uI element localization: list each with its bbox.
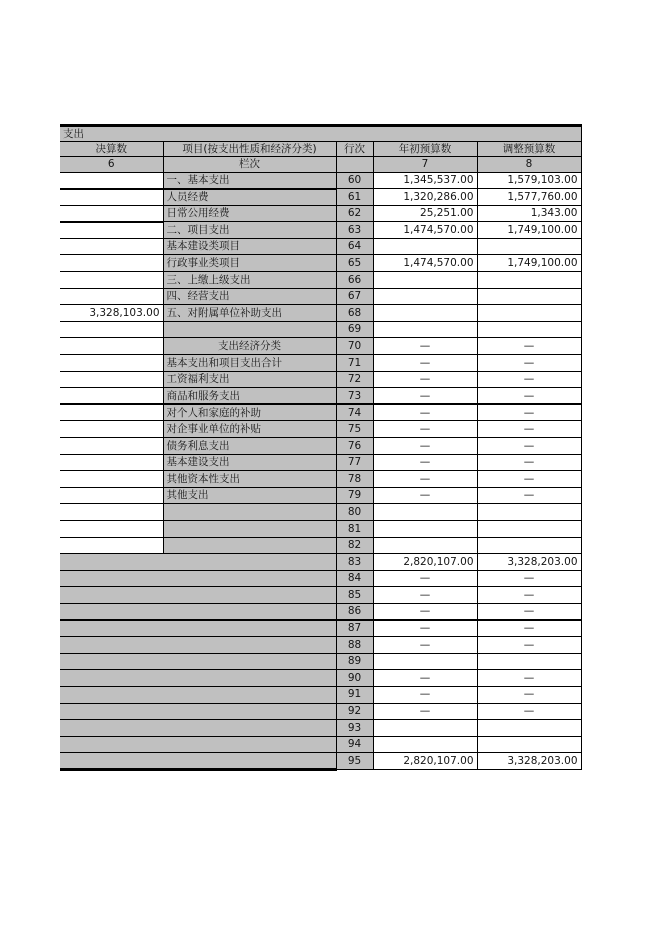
header-final-account[interactable]: 决算数	[60, 141, 163, 157]
cell-initial-budget[interactable]: —	[373, 620, 477, 637]
index-line-no[interactable]	[336, 157, 373, 173]
cell-merged-left[interactable]	[60, 570, 336, 587]
cell-line-no[interactable]: 76	[336, 438, 373, 455]
table-row	[60, 338, 581, 355]
cell-initial-budget[interactable]: —	[373, 388, 477, 405]
cell-line-no[interactable]: 83	[336, 554, 373, 571]
table-row	[60, 222, 581, 239]
cell-item[interactable]	[163, 504, 336, 521]
header-item[interactable]: 项目(按支出性质和经济分类)	[163, 141, 336, 157]
cell-final-account[interactable]	[60, 321, 163, 338]
cell-line-no[interactable]: 80	[336, 504, 373, 521]
cell-adjusted-budget[interactable]	[477, 288, 581, 305]
cell-line-no[interactable]: 86	[336, 603, 373, 620]
cell-initial-budget[interactable]: —	[373, 703, 477, 720]
cell-initial-budget[interactable]: —	[373, 570, 477, 587]
cell-item[interactable]: 一、基本支出	[163, 172, 336, 189]
cell-initial-budget[interactable]: —	[373, 487, 477, 504]
cell-initial-budget[interactable]: 2,820,107.00	[373, 753, 477, 770]
cell-initial-budget[interactable]	[373, 653, 477, 670]
table-row	[60, 388, 581, 405]
cell-final-account[interactable]	[60, 388, 163, 405]
cell-initial-budget[interactable]: —	[373, 670, 477, 687]
cell-item[interactable]: 四、经营支出	[163, 288, 336, 305]
cell-adjusted-budget[interactable]: 1,577,760.00	[477, 189, 581, 206]
cell-final-account[interactable]	[60, 537, 163, 554]
cell-adjusted-budget[interactable]: 3,328,203.00	[477, 554, 581, 571]
cell-initial-budget[interactable]	[373, 537, 477, 554]
column-index-row	[60, 157, 581, 173]
cell-initial-budget[interactable]: 2,820,107.00	[373, 554, 477, 571]
cell-final-account[interactable]: 3,328,103.00	[60, 305, 163, 322]
cell-line-no[interactable]: 64	[336, 238, 373, 255]
table-row	[60, 587, 581, 604]
cell-adjusted-budget[interactable]: 1,343.00	[477, 205, 581, 222]
cell-line-no[interactable]: 87	[336, 620, 373, 637]
table-row	[60, 272, 581, 289]
cell-line-no[interactable]: 75	[336, 421, 373, 438]
index-adjusted-budget[interactable]: 8	[477, 157, 581, 173]
cell-initial-budget[interactable]	[373, 272, 477, 289]
header-line-no[interactable]: 行次	[336, 141, 373, 157]
cell-line-no[interactable]: 73	[336, 388, 373, 405]
cell-adjusted-budget[interactable]: —	[477, 620, 581, 637]
cell-item[interactable]	[163, 537, 336, 554]
cell-final-account[interactable]	[60, 338, 163, 355]
index-item[interactable]: 栏次	[163, 157, 336, 173]
cell-item[interactable]: 行政事业类项目	[163, 255, 336, 272]
cell-adjusted-budget[interactable]: —	[477, 438, 581, 455]
table-row	[60, 255, 581, 272]
section-title-cell[interactable]: 支出	[60, 126, 581, 142]
table-row	[60, 288, 581, 305]
expenditure-table	[60, 124, 582, 771]
table-row	[60, 487, 581, 504]
cell-initial-budget[interactable]: 1,474,570.00	[373, 222, 477, 239]
table-row	[60, 570, 581, 587]
cell-final-account[interactable]	[60, 438, 163, 455]
index-initial-budget[interactable]: 7	[373, 157, 477, 173]
cell-initial-budget[interactable]: 1,345,537.00	[373, 172, 477, 189]
cell-item[interactable]: 商品和服务支出	[163, 388, 336, 405]
cell-initial-budget[interactable]: —	[373, 603, 477, 620]
cell-item[interactable]: 三、上缴上级支出	[163, 272, 336, 289]
cell-merged-left[interactable]	[60, 736, 336, 753]
cell-initial-budget[interactable]	[373, 520, 477, 537]
cell-initial-budget[interactable]: —	[373, 338, 477, 355]
cell-final-account[interactable]	[60, 504, 163, 521]
cell-merged-left[interactable]	[60, 670, 336, 687]
cell-item[interactable]: 二、项目支出	[163, 222, 336, 239]
cell-line-no[interactable]: 72	[336, 371, 373, 388]
cell-initial-budget[interactable]: 25,251.00	[373, 205, 477, 222]
table-row	[60, 404, 581, 421]
cell-line-no[interactable]: 71	[336, 355, 373, 372]
cell-line-no[interactable]: 85	[336, 587, 373, 604]
table-row	[60, 554, 581, 571]
cell-line-no[interactable]: 67	[336, 288, 373, 305]
cell-adjusted-budget[interactable]	[477, 272, 581, 289]
cell-item[interactable]: 日常公用经费	[163, 205, 336, 222]
table-row	[60, 720, 581, 737]
table-row	[60, 686, 581, 703]
cell-item[interactable]: 人员经费	[163, 189, 336, 206]
cell-line-no[interactable]: 60	[336, 172, 373, 189]
cell-line-no[interactable]: 93	[336, 720, 373, 737]
table-row	[60, 305, 581, 322]
cell-adjusted-budget[interactable]: —	[477, 454, 581, 471]
cell-line-no[interactable]: 77	[336, 454, 373, 471]
cell-merged-left[interactable]	[60, 720, 336, 737]
cell-adjusted-budget[interactable]	[477, 720, 581, 737]
cell-merged-left[interactable]	[60, 637, 336, 654]
cell-adjusted-budget[interactable]	[477, 537, 581, 554]
cell-final-account[interactable]	[60, 520, 163, 537]
table-row	[60, 471, 581, 488]
table-row	[60, 421, 581, 438]
cell-final-account[interactable]	[60, 355, 163, 372]
cell-item[interactable]: 五、对附属单位补助支出	[163, 305, 336, 322]
cell-adjusted-budget[interactable]: —	[477, 686, 581, 703]
cell-adjusted-budget[interactable]: —	[477, 703, 581, 720]
cell-final-account[interactable]	[60, 205, 163, 222]
cell-item[interactable]: 其他资本性支出	[163, 471, 336, 488]
cell-initial-budget[interactable]	[373, 238, 477, 255]
cell-merged-left[interactable]	[60, 620, 336, 637]
table-row	[60, 670, 581, 687]
table-row	[60, 637, 581, 654]
cell-final-account[interactable]	[60, 471, 163, 488]
cell-adjusted-budget[interactable]: —	[477, 670, 581, 687]
cell-line-no[interactable]: 68	[336, 305, 373, 322]
cell-final-account[interactable]	[60, 189, 163, 206]
cell-initial-budget[interactable]: —	[373, 438, 477, 455]
table-row	[60, 620, 581, 637]
cell-adjusted-budget[interactable]: —	[477, 338, 581, 355]
section-title-row	[60, 126, 581, 142]
cell-adjusted-budget[interactable]: 3,328,203.00	[477, 753, 581, 770]
cell-line-no[interactable]: 66	[336, 272, 373, 289]
cell-initial-budget[interactable]: —	[373, 421, 477, 438]
cell-initial-budget[interactable]	[373, 321, 477, 338]
table-row	[60, 438, 581, 455]
cell-final-account[interactable]	[60, 371, 163, 388]
cell-line-no[interactable]: 61	[336, 189, 373, 206]
cell-line-no[interactable]: 84	[336, 570, 373, 587]
cell-initial-budget[interactable]: —	[373, 637, 477, 654]
cell-final-account[interactable]	[60, 222, 163, 239]
cell-initial-budget[interactable]	[373, 736, 477, 753]
cell-initial-budget[interactable]: —	[373, 686, 477, 703]
cell-merged-left[interactable]	[60, 686, 336, 703]
cell-initial-budget[interactable]: —	[373, 587, 477, 604]
cell-item[interactable]: 其他支出	[163, 487, 336, 504]
cell-item[interactable]: 基本支出和项目支出合计	[163, 355, 336, 372]
cell-merged-left[interactable]	[60, 753, 336, 770]
cell-initial-budget[interactable]: 1,320,286.00	[373, 189, 477, 206]
cell-adjusted-budget[interactable]: —	[477, 355, 581, 372]
cell-adjusted-budget[interactable]: 1,749,100.00	[477, 222, 581, 239]
cell-final-account[interactable]	[60, 421, 163, 438]
cell-initial-budget[interactable]: —	[373, 404, 477, 421]
cell-initial-budget[interactable]	[373, 305, 477, 322]
cell-line-no[interactable]: 63	[336, 222, 373, 239]
cell-adjusted-budget[interactable]	[477, 321, 581, 338]
cell-initial-budget[interactable]: —	[373, 371, 477, 388]
cell-item[interactable]: 债务利息支出	[163, 438, 336, 455]
table-row	[60, 321, 581, 338]
index-final-account[interactable]: 6	[60, 157, 163, 173]
cell-item[interactable]: 基本建设支出	[163, 454, 336, 471]
cell-line-no[interactable]: 69	[336, 321, 373, 338]
cell-item[interactable]: 基本建设类项目	[163, 238, 336, 255]
header-adjusted-budget[interactable]: 调整预算数	[477, 141, 581, 157]
cell-adjusted-budget[interactable]: —	[477, 487, 581, 504]
cell-merged-left[interactable]	[60, 554, 336, 571]
cell-line-no[interactable]: 79	[336, 487, 373, 504]
cell-merged-left[interactable]	[60, 587, 336, 604]
cell-merged-left[interactable]	[60, 703, 336, 720]
cell-final-account[interactable]	[60, 487, 163, 504]
cell-final-account[interactable]	[60, 172, 163, 189]
cell-line-no[interactable]: 74	[336, 404, 373, 421]
cell-item[interactable]: 对企事业单位的补贴	[163, 421, 336, 438]
cell-initial-budget[interactable]: 1,474,570.00	[373, 255, 477, 272]
cell-initial-budget[interactable]: —	[373, 454, 477, 471]
cell-adjusted-budget[interactable]: —	[477, 587, 581, 604]
cell-merged-left[interactable]	[60, 653, 336, 670]
cell-adjusted-budget[interactable]	[477, 520, 581, 537]
cell-line-no[interactable]: 94	[336, 736, 373, 753]
cell-line-no[interactable]: 91	[336, 686, 373, 703]
cell-line-no[interactable]: 65	[336, 255, 373, 272]
cell-line-no[interactable]: 92	[336, 703, 373, 720]
cell-adjusted-budget[interactable]: —	[477, 404, 581, 421]
cell-adjusted-budget[interactable]: 1,579,103.00	[477, 172, 581, 189]
cell-item[interactable]: 支出经济分类	[163, 338, 336, 355]
table-row	[60, 520, 581, 537]
cell-adjusted-budget[interactable]: —	[477, 637, 581, 654]
cell-adjusted-budget[interactable]	[477, 504, 581, 521]
cell-adjusted-budget[interactable]: —	[477, 570, 581, 587]
column-header-row	[60, 141, 581, 157]
cell-item[interactable]: 工资福利支出	[163, 371, 336, 388]
cell-final-account[interactable]	[60, 238, 163, 255]
table-row	[60, 189, 581, 206]
cell-final-account[interactable]	[60, 255, 163, 272]
cell-line-no[interactable]: 88	[336, 637, 373, 654]
table-row	[60, 205, 581, 222]
cell-final-account[interactable]	[60, 288, 163, 305]
cell-initial-budget[interactable]: —	[373, 355, 477, 372]
cell-item[interactable]: 对个人和家庭的补助	[163, 404, 336, 421]
cell-initial-budget[interactable]: —	[373, 471, 477, 488]
table-row	[60, 371, 581, 388]
cell-initial-budget[interactable]	[373, 504, 477, 521]
expenditure-table-body	[60, 172, 581, 769]
cell-line-no[interactable]: 78	[336, 471, 373, 488]
table-row	[60, 753, 581, 770]
cell-adjusted-budget[interactable]: —	[477, 603, 581, 620]
cell-adjusted-budget[interactable]	[477, 305, 581, 322]
table-row	[60, 454, 581, 471]
cell-initial-budget[interactable]	[373, 720, 477, 737]
expenditure-table-header	[60, 126, 581, 173]
table-row	[60, 355, 581, 372]
table-row	[60, 703, 581, 720]
table-row	[60, 653, 581, 670]
table-row	[60, 736, 581, 753]
cell-line-no[interactable]: 62	[336, 205, 373, 222]
cell-initial-budget[interactable]	[373, 288, 477, 305]
cell-line-no[interactable]: 90	[336, 670, 373, 687]
cell-adjusted-budget[interactable]: —	[477, 388, 581, 405]
cell-adjusted-budget[interactable]: —	[477, 371, 581, 388]
cell-adjusted-budget[interactable]: —	[477, 471, 581, 488]
table-row	[60, 172, 581, 189]
cell-final-account[interactable]	[60, 454, 163, 471]
header-initial-budget[interactable]: 年初预算数	[373, 141, 477, 157]
cell-adjusted-budget[interactable]: —	[477, 421, 581, 438]
table-row	[60, 603, 581, 620]
cell-line-no[interactable]: 81	[336, 520, 373, 537]
cell-adjusted-budget[interactable]	[477, 736, 581, 753]
cell-adjusted-budget[interactable]	[477, 653, 581, 670]
cell-line-no[interactable]: 82	[336, 537, 373, 554]
cell-line-no[interactable]: 95	[336, 753, 373, 770]
table-row	[60, 537, 581, 554]
cell-merged-left[interactable]	[60, 603, 336, 620]
cell-adjusted-budget[interactable]	[477, 238, 581, 255]
cell-line-no[interactable]: 70	[336, 338, 373, 355]
cell-item[interactable]	[163, 520, 336, 537]
cell-final-account[interactable]	[60, 272, 163, 289]
table-row	[60, 238, 581, 255]
table-row	[60, 504, 581, 521]
cell-item[interactable]	[163, 321, 336, 338]
cell-adjusted-budget[interactable]: 1,749,100.00	[477, 255, 581, 272]
cell-line-no[interactable]: 89	[336, 653, 373, 670]
cell-final-account[interactable]	[60, 404, 163, 421]
